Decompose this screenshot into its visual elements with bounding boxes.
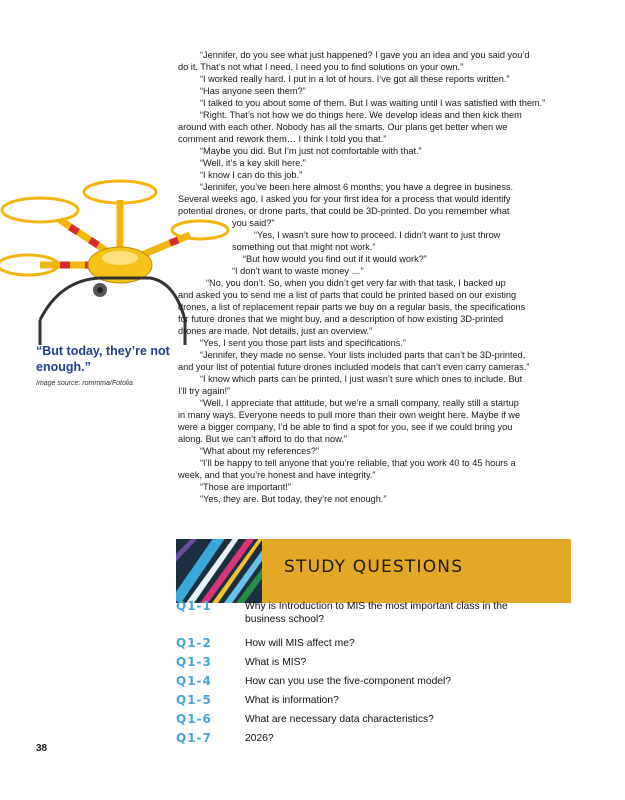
story-line: “Has anyone seen them?” — [200, 86, 306, 96]
story-line: “No, you don’t. So, when you didn’t get very far with that task, I backed up — [206, 278, 506, 288]
story-line: “Jennifer, do you see what just happened? I gave you an idea and you said you’d — [200, 50, 530, 60]
story-line: “I’ll be happy to tell anyone that you’re reliable, that you work 40 to 45 hours a — [200, 458, 516, 468]
question-text: What are necessary data characteristics? — [245, 714, 434, 725]
story-line: were a bigger company, I’d be able to find a spot for you, see if we could bring you — [178, 422, 513, 432]
story-line: I’ll try again!” — [178, 386, 231, 396]
story-line: potential drones, or drone parts, that could be 3D-printed. Do you remember what — [178, 206, 510, 216]
question-number: Q1-3 — [176, 655, 212, 669]
question-number: Q1-4 — [176, 674, 212, 688]
question-number: Q1-2 — [176, 636, 212, 650]
story-line: “Well, it’s a key skill here.” — [200, 158, 306, 168]
story-line: “I talked to you about some of them. But I was waiting until I was satisfied with them.” — [200, 98, 546, 108]
question-number: Q1-5 — [176, 693, 212, 707]
story-line: you said?” — [232, 218, 275, 228]
story-line: “Well, I appreciate that attitude, but we’re a small company, really still a startup — [200, 398, 519, 408]
question-text: How will MIS affect me? — [245, 638, 355, 649]
caption-quote: “But today, they’re not enough.” — [36, 344, 170, 374]
story-line: “Yes, they are. But today, they’re not enough.” — [200, 494, 387, 504]
story-line: “Maybe you did. But I’m just not comfortable with that.” — [200, 146, 422, 156]
story-line: “I know which parts can be printed, I just wasn’t sure which ones to include. But — [200, 374, 523, 384]
question-text: 2026? — [245, 733, 274, 744]
story-line: for future drones that we might buy, and a description of how existing 3D-printed — [178, 314, 504, 324]
story-line: “Those are important!” — [200, 482, 291, 492]
question-number: Q1-7 — [176, 731, 212, 745]
story-line: “I know I can do this job.” — [200, 170, 303, 180]
story-line: Several weeks ago, I asked you for your first idea for a process that would identify — [178, 194, 511, 204]
story-line: in many ways. Everyone needs to pull more than their own weight here. Maybe if we — [178, 410, 521, 420]
banner-image — [176, 539, 262, 603]
story-line: “Yes, I wasn’t sure how to proceed. I didn’t want to just throw — [254, 230, 501, 240]
study-questions-banner — [262, 539, 571, 603]
story-line: drones are made. Not details, just an overview.” — [178, 326, 373, 336]
story-line: “Right. That’s not how we do things here. We develop ideas and then kick them — [200, 110, 522, 120]
story-line: “But how would you find out if it would work?” — [243, 254, 427, 264]
story-line: “Jennifer, you’ve been here almost 6 months; you have a degree in business. — [200, 182, 514, 192]
image-caption — [36, 343, 176, 387]
story-line: week, and that you’re honest and have integrity.” — [178, 470, 376, 480]
story-line: comment and rework them… I think I told you that.” — [178, 134, 387, 144]
question-text: How can you use the five-component model? — [245, 676, 452, 687]
story-line: “I worked really hard. I put in a lot of hours. I’ve got all these reports written.” — [200, 74, 510, 84]
question-text: Why is Introduction to MIS the most important class in the business school? — [245, 601, 508, 625]
image-credit: Image source: rommma/Fotolia — [36, 380, 133, 387]
study-questions-title: STUDY QUESTIONS — [284, 557, 464, 577]
story-line: along. But we can’t afford to do that now.” — [178, 434, 347, 444]
page-number: 38 — [36, 743, 48, 754]
question-text: What is information? — [245, 695, 339, 706]
question-text: What is MIS? — [245, 657, 307, 668]
story-line: do it. That’s not what I need. I need you to find solutions on your own.” — [178, 62, 464, 72]
story-line: something out that might not work.” — [232, 242, 376, 252]
story-line: around with each other. Nobody has all the smarts. Our plans get better when we — [178, 122, 508, 132]
story-line: drones, a list of replacement repair parts we buy on a regular basis, the specifications — [178, 302, 526, 312]
story-line: “What about my references?” — [200, 446, 319, 456]
story-line: “Jennifer, they made no sense. Your lists included parts that can’t be 3D-printed, — [200, 350, 526, 360]
question-number: Q1-1 — [176, 599, 212, 613]
story-line: “Yes, I sent you those part lists and specifications.” — [200, 338, 406, 348]
story-line: and your list of potential future drones included models that can’t even carry cameras.” — [178, 362, 530, 372]
story-line: “I don’t want to waste money …” — [232, 266, 364, 276]
question-number: Q1-6 — [176, 712, 212, 726]
story-line: and asked you to send me a list of parts that could be printed based on our existing — [178, 290, 517, 300]
